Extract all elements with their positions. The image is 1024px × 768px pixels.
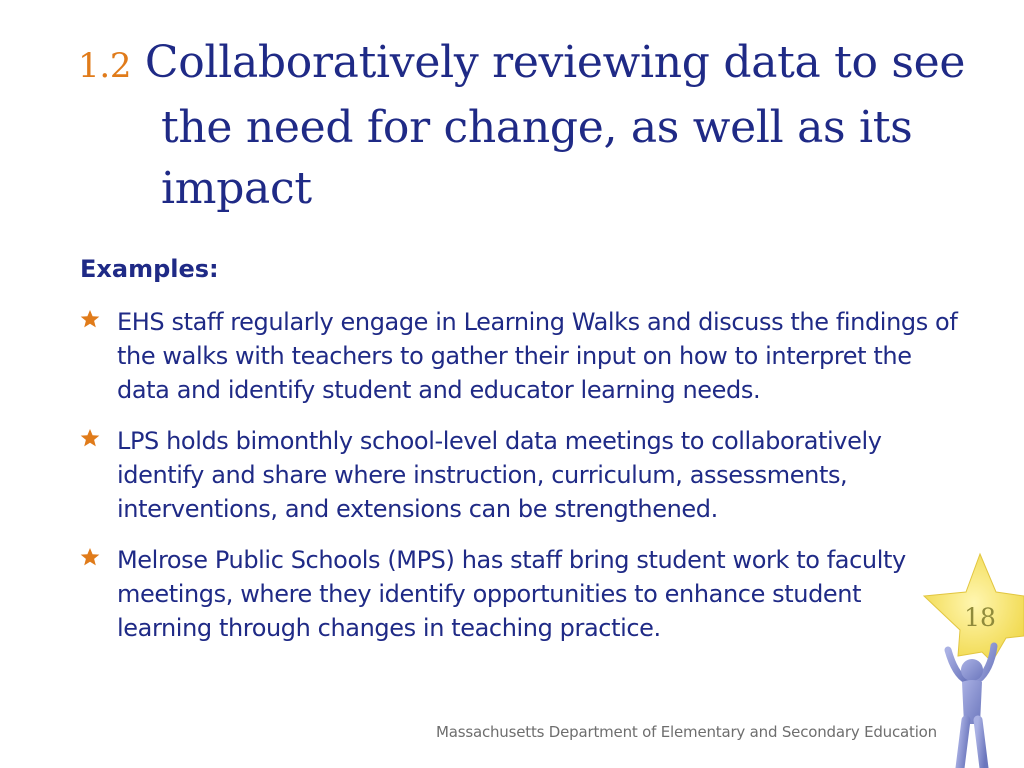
star-bullet-icon xyxy=(80,428,100,448)
list-item xyxy=(80,305,960,407)
title-text: Collaboratively reviewing data to see the need for change, as well as its impact xyxy=(144,37,966,214)
list-item xyxy=(80,543,960,645)
bullet-list xyxy=(80,305,960,662)
slide-title xyxy=(78,32,1024,219)
title-number: 1.2 xyxy=(78,46,132,86)
bullet-text: LPS holds bimonthly school-level data meetings to collaboratively identify and share where instruction, curriculum, assessments, interventions, and extensions can be strengthened. xyxy=(117,427,882,523)
examples-label: Examples: xyxy=(80,255,219,283)
bullet-text: EHS staff regularly engage in Learning Walks and discuss the findings of the walks with teachers to gather their input on how to interpret the data and identify student and educator learning needs. xyxy=(117,308,958,404)
bullet-text: Melrose Public Schools (MPS) has staff bring student work to faculty meetings, where they identify opportunities to enhance student learning through changes in teaching practice. xyxy=(117,546,906,642)
page-number: 18 xyxy=(964,603,996,632)
star-bullet-icon xyxy=(80,309,100,329)
list-item xyxy=(80,424,960,526)
star-bullet-icon xyxy=(80,547,100,567)
footer-text: Massachusetts Department of Elementary and Secondary Education xyxy=(436,723,937,741)
